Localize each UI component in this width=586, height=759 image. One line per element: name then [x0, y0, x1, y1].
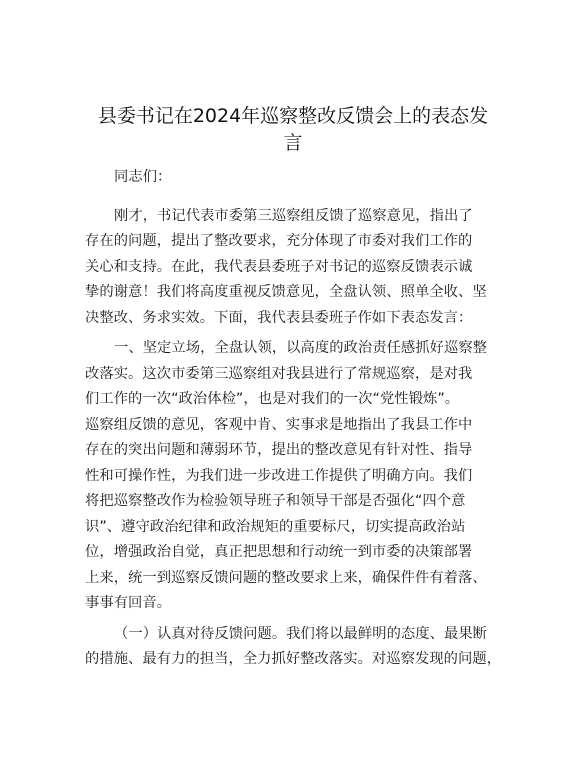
paragraph-line: 性和可操作性，为我们进一步改进工作提供了明确方向。我们 [85, 467, 473, 484]
paragraph-line: （一）认真对待反馈问题。我们将以最鲜明的态度、最果断 [114, 625, 488, 642]
paragraph-line: 们工作的一次“政治体检”，也是对我们的一次“党性锻炼”。 [85, 391, 460, 407]
paragraph-line: 巡察组反馈的意见，客观中肯、实事求是地指出了我县工作中 [85, 416, 473, 433]
paragraph-line: 识”、遵守政治纪律和政治规矩的重要标尺，切实提高政治站 [85, 518, 466, 535]
paragraph-line: 一、坚定立场，全盘认领，以高度的政治责任感抓好巡察整 [114, 340, 488, 356]
salutation: 同志们： [114, 169, 172, 185]
paragraph-line: 存在的问题，提出了整改要求，充分体现了市委对我们工作的 [85, 233, 473, 249]
paragraph-line: 位，增强政治自觉，真正把思想和行动统一到市委的决策部署 [85, 544, 473, 560]
paragraph-intro [85, 204, 507, 332]
document-body [85, 165, 507, 673]
title-line: 言 [283, 132, 303, 154]
paragraph-line: 挚的谢意！我们将高度重视反馈意见，全盘认领、照单全收、坚 [85, 284, 487, 300]
paragraph-line: 存在的突出问题和薄弱环节，提出的整改意见有针对性、指导 [85, 442, 473, 458]
paragraph-line: 的措施、最有力的担当，全力抓好整改落实。对巡察发现的问题， [85, 651, 502, 667]
paragraph-line: 事事有回音。 [85, 595, 172, 611]
paragraph-line: 刚才，书记代表市委第三巡察组反馈了巡察意见，指出了 [114, 207, 473, 224]
paragraph-section-one [85, 336, 507, 617]
paragraph-line: 关心和支持。在此，我代表县委班子对书记的巡察反馈表示诚 [85, 258, 473, 275]
title-line: 县委书记在2024年巡察整改反馈会上的表态发 [97, 105, 489, 127]
paragraph-line: 决整改、务求实效。下面，我代表县委班子作如下表态发言： [85, 309, 473, 326]
document-title [80, 103, 506, 157]
paragraph-line: 上来，统一到巡察反馈问题的整改要求上来，确保件件有着落、 [85, 569, 487, 586]
paragraph-line: 改落实。这次市委第三巡察组对我县进行了常规巡察，是对我 [85, 365, 473, 382]
paragraph-line: 将把巡察整改作为检验领导班子和领导干部是否强化“四个意 [85, 493, 466, 509]
paragraph-subsection-one [85, 622, 507, 673]
